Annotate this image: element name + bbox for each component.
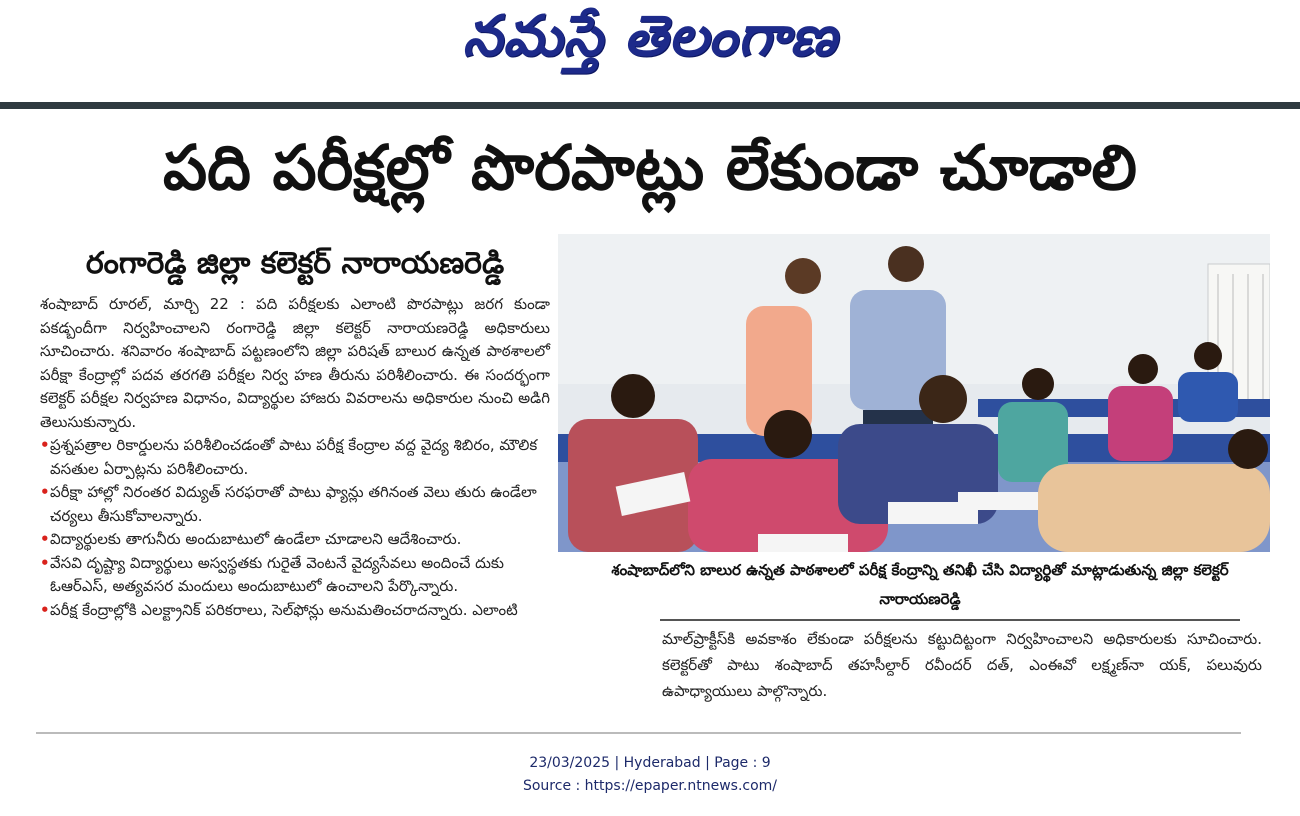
article-subheadline: రంగారెడ్డి జిల్లా కలెక్టర్ నారాయణరెడ్డి (85, 246, 505, 281)
bullet-item: • విద్యార్థులకు తాగునీరు అందుబాటులో ఉండేలా చూడాలని ఆదేశించారు. (40, 528, 550, 552)
newspaper-logo: నమస్తే తెలంగాణ (462, 4, 838, 69)
article-body-right: మాల్‌ప్రాక్టీస్‌కి అవకాశం లేకుండా పరీక్షలను కట్టుదిట్టంగా నిర్వహించాలని అధికారులకు సూచించారు. కలెక్టర్‌తో పాటు శంషాబాద్ తహసీల్దార్ రవీందర్ దత్, ఎంఈవో లక్ష్మణ్‌నా యక్, పలువురు ఉపాధ్యాయులు పాల్గొన్నారు. (662, 630, 1262, 700)
bullet-item: • వేసవి దృష్ట్యా విద్యార్థులు అస్వస్థతకు గురైతే వెంటనే వైద్యసేవలు అందించే దుకు ఓఆర్ఎస్, అత్యవసర మందులు అందుబాటులో ఉంచాలని పేర్కొన్నారు. (40, 552, 550, 599)
bullet-item: • ప్రశ్నపత్రాల రికార్డులను పరిశీలించడంతో పాటు పరీక్ష కేంద్రాల వద్ద వైద్య శిబిరం, మౌలిక వసతుల ఏర్పాట్లను పరిశీలించారు. (40, 434, 550, 481)
footer-source: Source : https://epaper.ntnews.com/ (522, 778, 778, 794)
masthead (0, 0, 1300, 104)
article-intro-paragraph: శంషాబాద్ రూరల్, మార్చి 22 : పది పరీక్షలకు ఎలాంటి పొరపాట్లు జరగ కుండా పకడ్బందీగా నిర్వహించాలని రంగారెడ్డి జిల్లా కలెక్టర్ నారాయణరెడ్డి అధికారులు సూచించారు. శనివారం శంషాబాద్ పట్టణంలోని జిల్లా పరిషత్ బాలుర ఉన్నత పాఠశాలలో పరీక్షా కేంద్రాల్లో పదవ తరగతి పరీక్షల నిర్వ హణ తీరును పరిశీలించారు. ఈ సందర్భంగా కలెక్టర్ పరీక్షల నిర్వహణ విధానం, విద్యార్థుల హాజరు వివరాలను అధికారుల నుంచి అడిగి తెలుసుకున్నారు. (40, 295, 550, 431)
article-headline: పది పరీక్షల్లో పొరపాట్లు లేకుండా చూడాలి (163, 131, 1137, 204)
bullet-item: • పరీక్ష కేంద్రాల్లోకి ఎలక్ట్రానిక్ పరికరాలు, సెల్‌ఫోన్లు అనుమతించరాదన్నారు. ఎలాంటి (40, 599, 550, 623)
article-photo (558, 234, 1270, 552)
footer-divider (36, 732, 1241, 734)
masthead-rule (0, 102, 1300, 109)
footer-dateline: 23/03/2025 | Hyderabad | Page : 9 (529, 755, 771, 771)
bullet-item: • పరీక్షా హాల్లో నిరంతర విద్యుత్ సరఫరాతో పాటు ఫ్యాన్లు తగినంత వెలు తురు ఉండేలా చర్యలు తీసుకోవాలన్నారు. (40, 481, 550, 528)
article-bullet-list (40, 434, 550, 622)
exam-hall-illustration (558, 234, 1270, 552)
caption-divider (660, 619, 1240, 621)
photo-caption: శంషాబాద్‌లోని బాలుర ఉన్నత పాఠశాలలో పరీక్ష కేంద్రాన్ని తనిఖీ చేసి విద్యార్థితో మాట్లాడుతున్న జిల్లా కలెక్టర్ నారాయణరెడ్డి (611, 561, 1229, 608)
article-body-left (40, 293, 550, 622)
